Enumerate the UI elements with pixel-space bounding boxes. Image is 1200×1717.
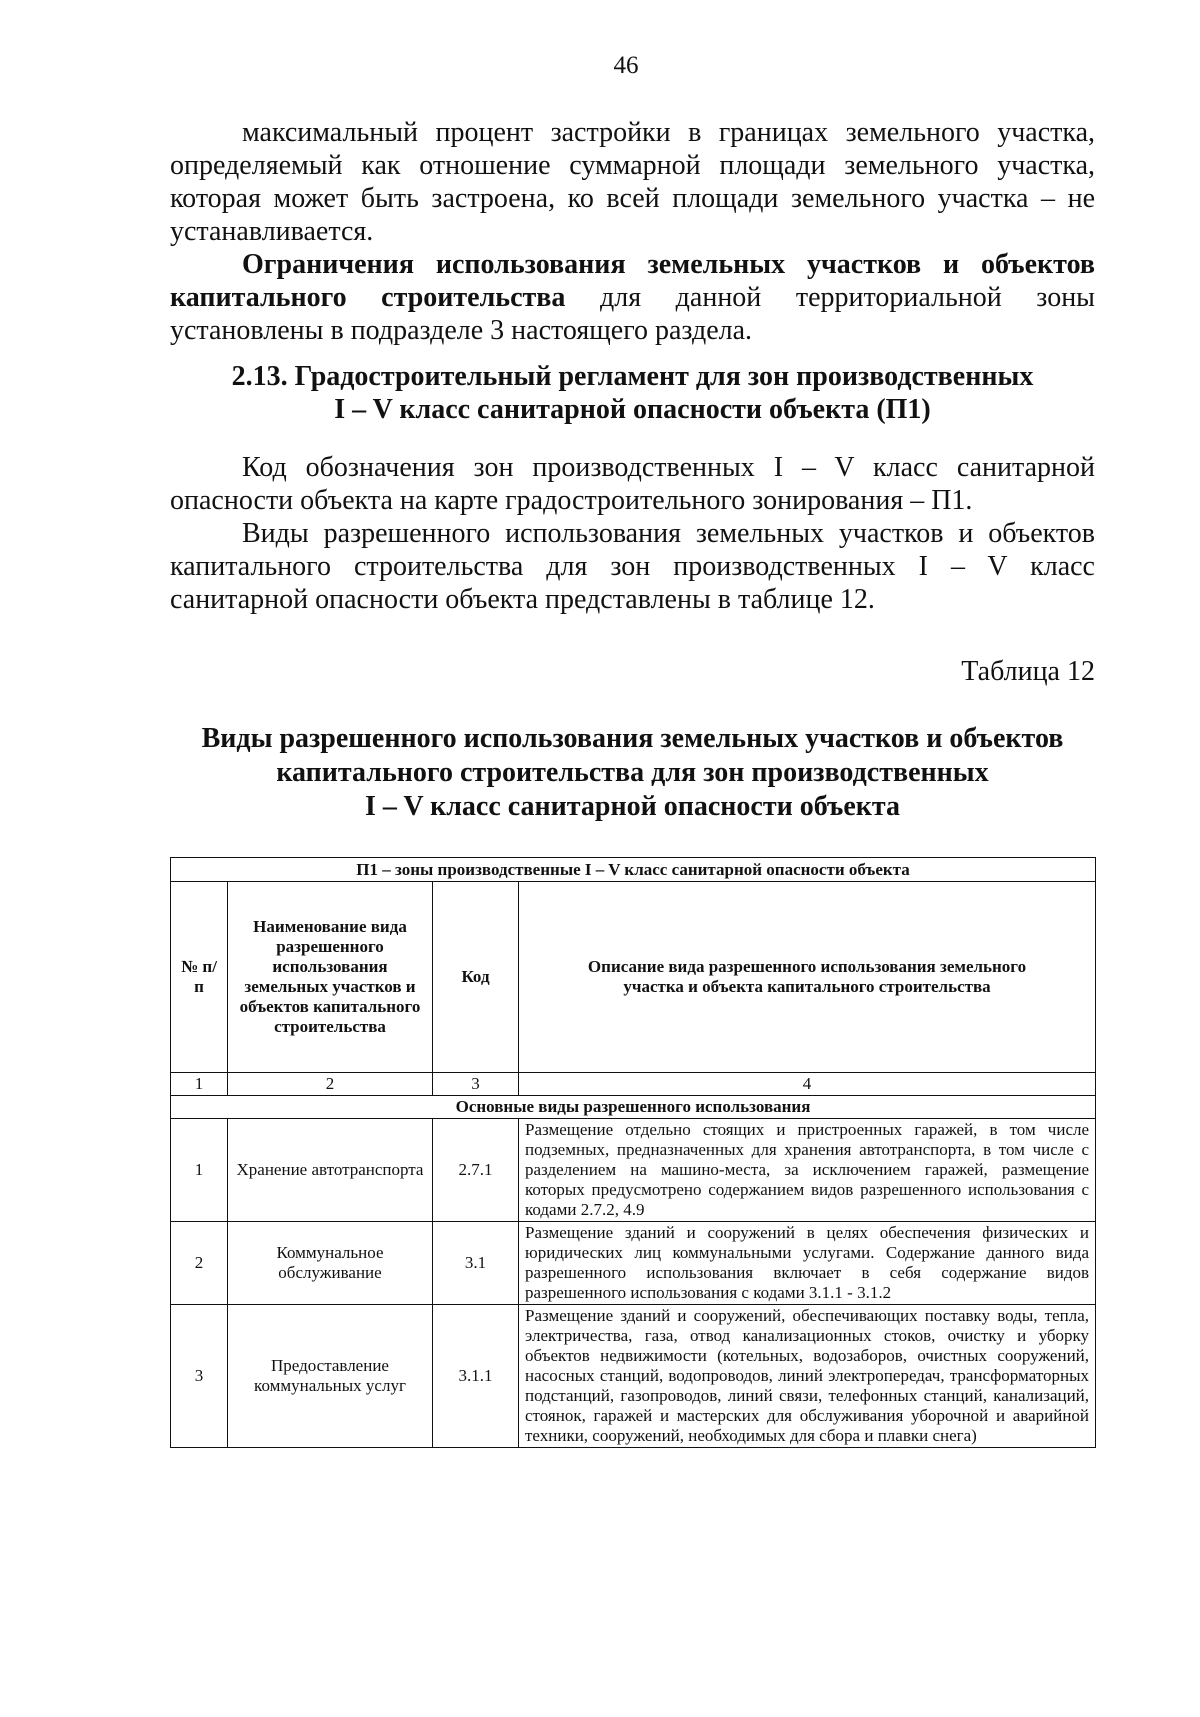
row-code: 3.1.1 bbox=[433, 1305, 519, 1448]
table-row bbox=[171, 1222, 1096, 1305]
table-row bbox=[171, 1305, 1096, 1448]
zone-title-row bbox=[171, 858, 1096, 882]
paragraph-building-percentage: максимальный процент застройки в границах земельного участка, определяемый как отношение суммарной площади земельного участка, которая может быть застроена, ко всей площади земельного участка – не устанавливается. bbox=[170, 117, 1095, 247]
section-heading-line1: 2.13. Градостроительный регламент для зон производственных bbox=[231, 361, 1034, 392]
row-description: Размещение зданий и сооружений, обеспечивающих поставку воды, тепла, электричества, газа, отвод канализационных стоков, очистку и уборку объектов недвижимости (котельных, водозаборов, очистных сооружений, насосных станций, водопроводов, линий электропередач, трансформаторных подстанций, газопроводов, линий связи, телефонных станций, канализаций, стоянок, гаражей и мастерских для обслуживания уборочной и аварийной техники, сооружений, необходимых для сбора и плавки снега) bbox=[519, 1305, 1096, 1448]
group-title-row bbox=[171, 1096, 1096, 1119]
header-name: Наименование вида разрешенного использования земельных участков и объектов капитального строительства bbox=[228, 882, 433, 1073]
table-title-line1: Виды разрешенного использования земельных участков и объектов bbox=[201, 723, 1064, 754]
row-code: 2.7.1 bbox=[433, 1119, 519, 1222]
intro-text bbox=[170, 116, 1095, 347]
header-row bbox=[171, 882, 1096, 1073]
row-code: 3.1 bbox=[433, 1222, 519, 1305]
paragraph-restrictions bbox=[170, 248, 1095, 347]
table-title-line2: капитального строительства для зон производственных bbox=[276, 757, 989, 788]
row-description: Размещение зданий и сооружений в целях обеспечения физических и юридических лиц коммунальными услугами. Содержание данного вида разрешенного использования включает в себя содержание видов разрешенного использования с кодами 3.1.1 - 3.1.2 bbox=[519, 1222, 1096, 1305]
row-number: 3 bbox=[171, 1305, 228, 1448]
restrictions-bold-text: Ограничения использования земельных участков и объектов капитального строительства bbox=[170, 249, 1095, 313]
row-name: Хранение автотранспорта bbox=[228, 1119, 433, 1222]
column-number-row bbox=[171, 1073, 1096, 1096]
row-name: Коммунальное обслуживание bbox=[228, 1222, 433, 1305]
table-title bbox=[170, 722, 1095, 824]
usage-types-table bbox=[170, 857, 1096, 1448]
row-name: Предоставление коммунальных услуг bbox=[228, 1305, 433, 1448]
table-caption: Таблица 12 bbox=[961, 656, 1095, 687]
table-row bbox=[171, 1119, 1096, 1222]
row-description: Размещение отдельно стоящих и пристроенных гаражей, в том числе подземных, предназначенных для хранения автотранспорта, в том числе с разделением на машино-места, за исключением гаражей, размещение которых предусмотрено содержанием видов разрешенного использования с кодами 2.7.2, 4.9 bbox=[519, 1119, 1096, 1222]
section-heading bbox=[170, 360, 1095, 426]
group-title-cell: Основные виды разрешенного использования bbox=[171, 1096, 1096, 1119]
column-number-4: 4 bbox=[519, 1073, 1096, 1096]
paragraph-usage-types: Виды разрешенного использования земельных участков и объектов капитального строительства для зон производственных I – V класс санитарной опасности объекта представлены в таблице 12. bbox=[170, 518, 1095, 615]
column-number-3: 3 bbox=[433, 1073, 519, 1096]
zone-text bbox=[170, 451, 1095, 616]
zone-title-cell: П1 – зоны производственные I – V класс санитарной опасности объекта bbox=[171, 858, 1096, 882]
header-number: № п/п bbox=[171, 882, 228, 1073]
row-number: 2 bbox=[171, 1222, 228, 1305]
column-number-1: 1 bbox=[171, 1073, 228, 1096]
header-description: Описание вида разрешенного использования земельного участка и объекта капитального строительства bbox=[519, 882, 1096, 1073]
column-number-2: 2 bbox=[228, 1073, 433, 1096]
page-number: 46 bbox=[613, 52, 639, 79]
paragraph-zone-code: Код обозначения зон производственных I – V класс санитарной опасности объекта на карте градостроительного зонирования – П1. bbox=[170, 452, 1095, 516]
section-heading-line2: I – V класс санитарной опасности объекта (П1) bbox=[334, 394, 931, 425]
table-title-line3: I – V класс санитарной опасности объекта bbox=[364, 791, 901, 822]
header-code: Код bbox=[433, 882, 519, 1073]
restrictions-rest-text: для данной территориальной зоны установлены в подразделе 3 настоящего раздела. bbox=[170, 282, 1095, 346]
row-number: 1 bbox=[171, 1119, 228, 1222]
